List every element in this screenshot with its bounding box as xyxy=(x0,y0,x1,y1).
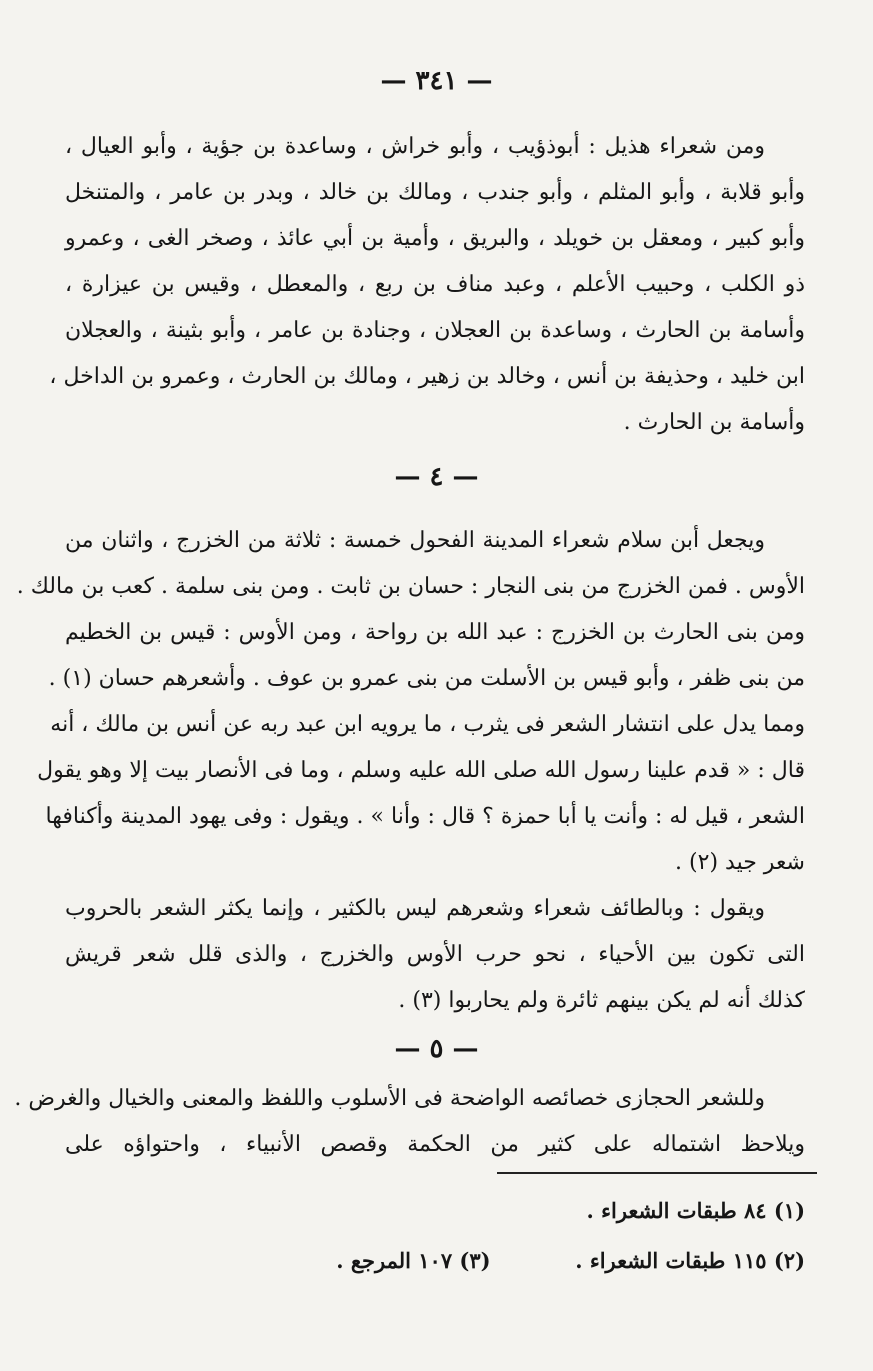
text-line: قال : « قدم علينا رسول الله صلى الله عليه وسلم ، وما فى الأنصار بيت إلا وهو يقول xyxy=(37,758,805,783)
paragraph-hijazi-poetry xyxy=(14,1076,805,1168)
section-heading-5: — ٥ — xyxy=(394,1034,479,1064)
text-line: التى تكون بين الأحياء ، نحو حرب الأوس والخزرج ، والذى قلل شعر قريش xyxy=(65,942,805,967)
footnote-text: (٣) ١٠٧ المرجع . xyxy=(336,1248,491,1273)
text-line: ومن شعراء هذيل : أبوذؤيب ، وأبو خراش ، وساعدة بن جؤية ، وأبو العيال ، xyxy=(65,134,765,159)
footnote-1 xyxy=(65,1186,805,1236)
text-line: وأبو كبير ، ومعقل بن خويلد ، والبريق ، وأمية بن أبي عائذ ، وصخر الغى ، وعمرو xyxy=(65,226,805,251)
text-line: ويلاحظ اشتماله على كثير من الحكمة وقصص الأنبياء ، واحتواؤه على xyxy=(65,1132,805,1157)
text-line: شعر جيد (٢) . xyxy=(675,850,805,875)
text-line: ذو الكلب ، وحبيب الأعلم ، وعبد مناف بن ربع ، والمعطل ، وقيس بن عيزارة ، xyxy=(65,272,805,297)
footnote-text: (٢) ١١٥ طبقات الشعراء . xyxy=(575,1248,805,1273)
footnotes xyxy=(65,1186,805,1286)
text-line: الأوس . فمن الخزرج من بنى النجار : حسان بن ثابت . ومن بنى سلمة . كعب بن مالك . xyxy=(16,574,805,599)
footnote-divider xyxy=(497,1172,817,1174)
section-heading-4: — ٤ — xyxy=(394,462,479,492)
text-line: ومما يدل على انتشار الشعر فى يثرب ، ما يرويه ابن عبد ربه عن أنس بن مالك ، أنه xyxy=(50,712,805,737)
text-line: وللشعر الحجازى خصائصه الواضحة فى الأسلوب واللفظ والمعنى والخيال والغرض . xyxy=(14,1086,765,1111)
text-line: وأبو قلابة ، وأبو المثلم ، وأبو جندب ، ومالك بن خالد ، وبدر بن عامر ، والمتنخل xyxy=(65,180,805,205)
footnote-2-3 xyxy=(65,1236,805,1286)
text-line: ومن بنى الحارث بن الخزرج : عبد الله بن رواحة ، ومن الأوس : قيس بن الخطيم xyxy=(65,620,805,645)
text-line: ابن خليد ، وحذيفة بن أنس ، وخالد بن زهير ، ومالك بن الحارث ، وعمرو بن الداخل ، xyxy=(49,364,805,389)
paragraph-madina-poets xyxy=(16,518,805,886)
footnote-text: (١) ٨٤ طبقات الشعراء . xyxy=(586,1198,805,1223)
text-line: الشعر ، قيل له : وأنت يا أبا حمزة ؟ قال : وأنا » . ويقول : وفى يهود المدينة وأكنافها xyxy=(45,804,805,829)
paragraph-hudhayl-poets xyxy=(49,124,805,446)
text-line: وأسامة بن الحارث . xyxy=(623,410,805,435)
page-number: — ٣٤١ — xyxy=(380,66,493,96)
text-line: ويقول : وبالطائف شعراء وشعرهم ليس بالكثير ، وإنما يكثر الشعر بالحروب xyxy=(65,896,765,921)
text-line: وأسامة بن الحارث ، وساعدة بن العجلان ، وجنادة بن عامر ، وأبو بثينة ، والعجلان xyxy=(65,318,805,343)
text-line: كذلك أنه لم يكن بينهم ثائرة ولم يحاربوا (٣) . xyxy=(398,988,805,1013)
text-line: ويجعل أبن سلام شعراء المدينة الفحول خمسة : ثلاثة من الخزرج ، واثنان من xyxy=(65,528,765,553)
text-line: من بنى ظفر ، وأبو قيس بن الأسلت من بنى عمرو بن عوف . وأشعرهم حسان (١) . xyxy=(48,666,805,691)
paragraph-taif-poets xyxy=(65,886,805,1024)
